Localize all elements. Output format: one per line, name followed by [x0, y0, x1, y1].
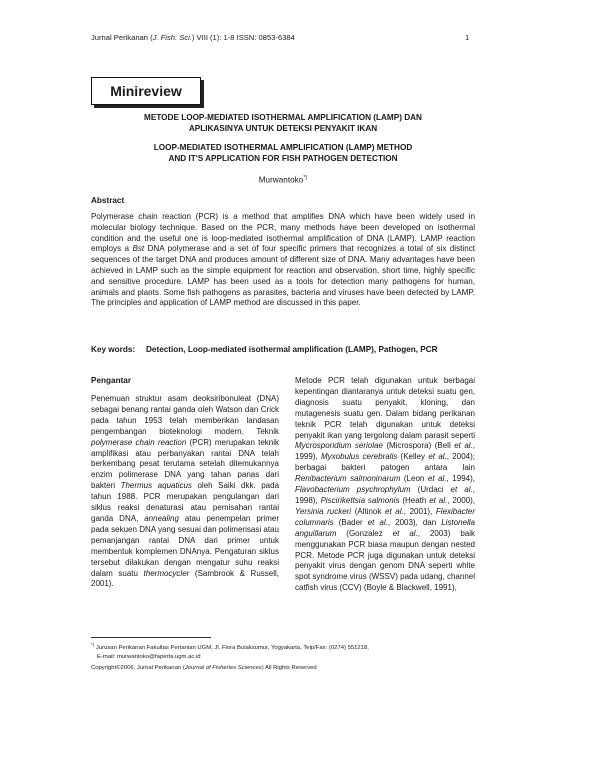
keywords-label: Key words:: [91, 345, 136, 354]
column-left: Penemuan struktur asam deoksiribonuleat (DNA) sebagai benang rantai ganda oleh Watson dan Crick pada tahun 1953 telah memberikan landasan pengembangan bioteknologi modern. Teknik polymerase chain reaction (PCR) merupakan teknik amplifikasi atau perbanyakan rantai DNA telah berkembang pesat terutama setelah ditemukannya enzim polimerase DNA yang tahan panas dari bakteri Thermus aquaticus oleh Saiki dkk. pada tahun 1988. PCR merupakan pengulangan dari siklus reaksi denaturasi atau pemisahan rantai ganda DNA, annealing atau penempelan primer pada sekuen DNA yang sesuai dan polimerisasi atau pemanjangan rantai DNA dari primer untuk membentuk komplemen DNAnya. Pengaturan siklus tersebut dilakukan dengan mengatur suhu reaksi dalam suatu thermocycler (Sambrook & Russell, 2001).: [91, 394, 280, 589]
title-english: LOOP-MEDIATED ISOTHERMAL AMPLIFICATION (LAMP) METHOD AND IT'S APPLICATION FOR FISH PATHOGEN DETECTION: [153, 143, 413, 163]
journal-abbrev: J. Fish. Sci.: [152, 33, 192, 42]
author: Murwantoko*): [258, 175, 308, 185]
abstract-body: Polymerase chain reaction (PCR) is a method that amplifies DNA which have been widely used in molecular biology technique. Based on the PCR, many methods have been developed on isothermal condition and the useful one is loop-mediated isothermal amplification of DNA (LAMP). LAMP reaction employs a Bst DNA polymerase and a set of four specific primers that recognizes a total of six distinct sequences of the target DNA and produces amount of different size of DNA. Many advantages have been achieved in LAMP such as the simple equipment for reaction and observation, short time, highly specific and sensitive procedure. LAMP has been used as a tools for detection many pathogens for human, animals and plants. Some fish pathogens as parasites, bacteria and viruses have been detected by LAMP. The principles and application of LAMP method are discussed in this paper.: [91, 212, 475, 308]
section-heading: Pengantar: [91, 376, 132, 385]
footnote: *) Jurusan Perikanan Fakultas Pertanian UGM, Jl. Flora Bulaksumur, Yogyakarta, Telp/Fax: (0274) 551218, E-mail: murwantoko@faperta.ugm.ac.id: [91, 642, 369, 660]
footnote-divider: [91, 637, 211, 638]
column-right: Metode PCR telah digunakan untuk berbagai kepentingan diantaranya untuk deteksi suatu gen, diagnosis suatu penyakit, kloning, dan mutagenesis suatu gen. Dalam bidang perikanan teknik PCR telah digunakan untuk deteksi penyakit ikan yang tergolong dalam parasit seperti Mycrosporidium seriolae (Microspora) (Bell et al., 1999), Myxobulus cerebralis (Kelley et al., 2004); berbagai bakteri patogen antara lain Renibacterium salmoninarum (Leon et al., 1994), Flavobacterium psychrophylum (Urdaci et al., 1998), Piscirikettsia salmonis (Heath et al., 2000), Yersinia ruckeri (Altinok et al., 2001), Flexibacter columnaris (Bader et al., 2003), dan Listonella anguillarum (Gonzalez et al., 2003) baik menggunakan PCR biasa maupun dengan nested PCR. Metode PCR juga digunakan untuk deteksi penyakit virus dengan genom DNA seperti white spot syndrome virus (WSSV) pada udang, channel catfish virus (CCV) (Boyle & Blackwell, 1991),: [295, 376, 476, 593]
section-type-box: Minireview: [91, 77, 201, 105]
copyright: Copyright©2006, Jurnal Perikanan (Journal of Fisheries Sciences) All Rights Reserved: [91, 665, 317, 671]
page-number: 1: [465, 33, 470, 42]
abstract-heading: Abstract: [91, 196, 125, 205]
running-header: Jurnal Perikanan (J. Fish. Sci.) VIII (1): 1-8 ISSN: 0853-6384: [91, 33, 295, 42]
keywords-text: Detection, Loop-mediated isothermal amplification (LAMP), Pathogen, PCR: [146, 345, 438, 354]
title-indonesian: METODE LOOP-MEDIATED ISOTHERMAL AMPLIFICATION (LAMP) DAN APLIKASINYA UNTUK DETEKSI PENYAKIT IKAN: [144, 113, 422, 133]
